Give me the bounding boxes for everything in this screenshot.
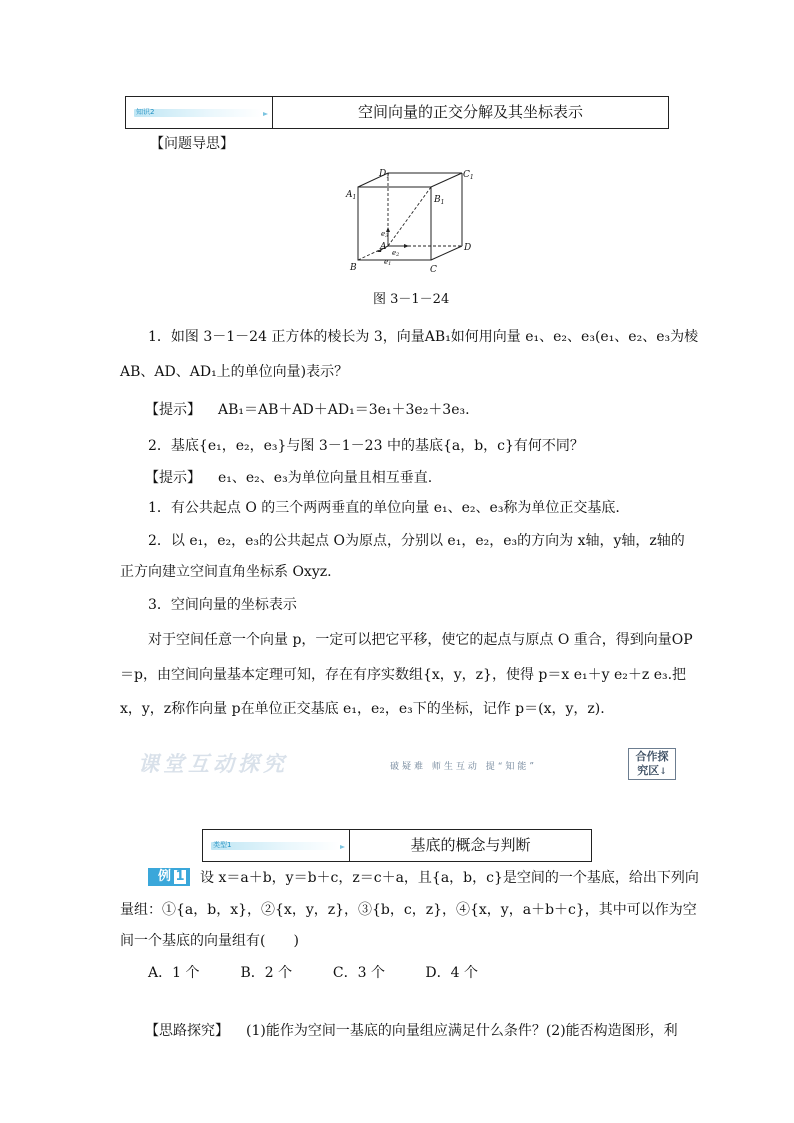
example-number: 1 bbox=[175, 869, 185, 884]
option-c: C．3 个 bbox=[332, 965, 385, 981]
label-e1: e1 bbox=[384, 258, 392, 267]
guide-heading: 【问题导思】 bbox=[150, 136, 234, 152]
point-3-body-2: ＝p，由空间向量基本定理可知，存在有序实数组{x，y，z}，使得 p＝x e₁＋y e₂＋z e₃.把 bbox=[120, 667, 687, 683]
cooperation-badge bbox=[628, 748, 676, 780]
diagonal-ab1 bbox=[388, 187, 431, 246]
point-3-body-1: 对于空间任意一个向量 p，一定可以把它平移，使它的起点与原点 O 重合，得到向量OP bbox=[148, 632, 693, 648]
label-C1: $C_1$ bbox=[463, 170, 474, 181]
section-header-1 bbox=[125, 96, 669, 129]
label-A: A bbox=[380, 242, 387, 252]
hint-2-text: e₁、e₂、e₃为单位向量且相互垂直. bbox=[218, 470, 433, 486]
label-C: C bbox=[430, 265, 437, 275]
banner-title: 课堂互动探究 bbox=[138, 751, 288, 776]
hint-1-label: 【提示】 bbox=[145, 402, 201, 418]
section-title: 基底的概念与判断 bbox=[410, 836, 531, 854]
label-e3: e3 bbox=[381, 230, 389, 239]
thinking-label: 【思路探究】 bbox=[145, 1023, 229, 1039]
example-line-1: 设 x＝a＋b，y＝b＋c，z＝c＋a，且{a，b，c}是空间的一个基底，给出下列向 bbox=[200, 870, 699, 886]
hint-1-text: AB₁＝AB＋AD＋AD₁＝3e₁＋3e₂＋3e₃. bbox=[218, 402, 470, 418]
question-1-line-2: AB、AD、AD₁上的单位向量)表示？ bbox=[120, 364, 349, 380]
section-tag bbox=[126, 97, 273, 128]
label-B: B bbox=[350, 263, 357, 273]
point-2-line-1: 2．以 e₁，e₂，e₃的公共起点 O为原点，分别以 e₁，e₂，e₃的方向为 x轴，y轴，z轴的 bbox=[148, 533, 685, 549]
figure-caption: 图 3－1－24 bbox=[373, 292, 450, 307]
point-3-body-3: x，y，z称作向量 p在单位正交基底 e₁，e₂，e₃下的坐标，记作 p＝(x，y，z). bbox=[120, 701, 605, 717]
arrow-right-icon bbox=[263, 112, 268, 116]
example-options bbox=[148, 963, 513, 983]
arrow-down-icon: ↓ bbox=[659, 767, 667, 777]
point-3-heading: 3．空间向量的坐标表示 bbox=[148, 597, 297, 613]
section-tag-label: 知识2 bbox=[136, 108, 155, 116]
badge-line-2: 究区↓ bbox=[637, 764, 667, 777]
label-A1: $A_1$ bbox=[346, 190, 357, 201]
example-line-2: 量组：①{a，b，x}，②{x，y，z}，③{b，c，z}，④{x，y，a＋b＋c}，其中可以作为空 bbox=[120, 902, 697, 918]
example-line-3: 间一个基底的向量组有( ) bbox=[120, 933, 299, 949]
example-label: 例 1 bbox=[148, 868, 190, 886]
label-D: D bbox=[464, 243, 472, 253]
question-1-line-1: 1．如图 3－1－24 正方体的棱长为 3，向量AB₁如何用向量 e₁、e₂、e₃(e₁、e₂、e₃为棱 bbox=[148, 329, 699, 345]
option-a: A．1 个 bbox=[148, 965, 200, 981]
label-e2: e2 bbox=[392, 249, 400, 258]
section-tag bbox=[203, 830, 350, 861]
label-D1: $D_1$ bbox=[379, 169, 391, 180]
question-2: 2．基底{e₁，e₂，e₃}与图 3－1－23 中的基底{a，b，c}有何不同？ bbox=[148, 438, 584, 454]
cube-figure bbox=[340, 160, 474, 278]
section-header-2 bbox=[202, 829, 592, 862]
point-1: 1．有公共起点 O 的三个两两垂直的单位向量 e₁、e₂、e₃称为单位正交基底. bbox=[148, 500, 620, 516]
arrow-right-icon bbox=[340, 845, 345, 849]
label-B1: $B_1$ bbox=[434, 195, 445, 206]
option-b: B．2 个 bbox=[240, 965, 293, 981]
badge-line-1: 合作探 bbox=[635, 750, 669, 763]
option-d: D．4 个 bbox=[425, 965, 478, 981]
section-title: 空间向量的正交分解及其坐标表示 bbox=[357, 103, 583, 121]
point-2-line-2: 正方向建立空间直角坐标系 Oxyz. bbox=[120, 564, 332, 580]
banner-subtitle: 破疑难 师生互动 提“知能” bbox=[390, 762, 537, 772]
section-tag-label: 类型1 bbox=[213, 841, 232, 849]
hint-2-label: 【提示】 bbox=[145, 470, 201, 486]
thinking-text: (1)能作为空间一基底的向量组应满足什么条件？(2)能否构造图形，利 bbox=[246, 1023, 678, 1039]
